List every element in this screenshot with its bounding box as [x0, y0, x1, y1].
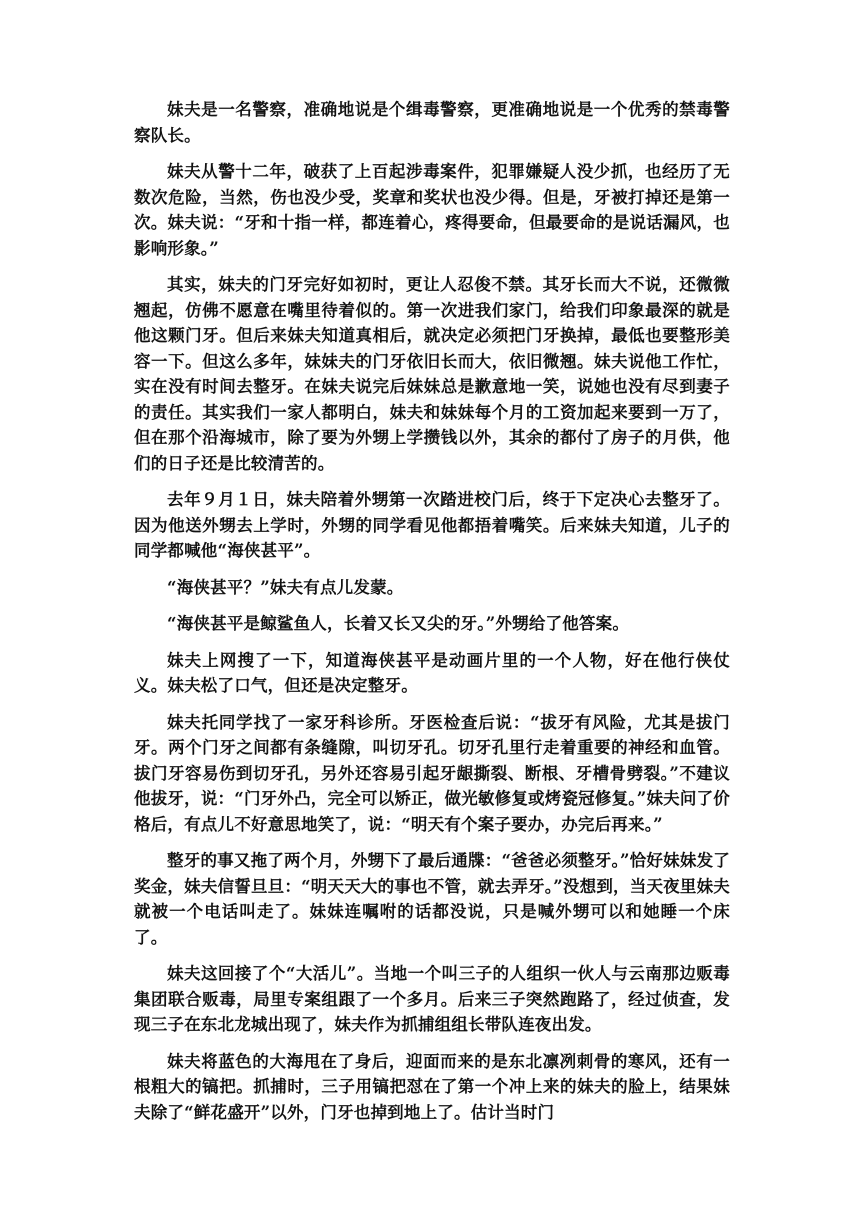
paragraph-1: 妹夫是一名警察，准确地说是个缉毒警察，更准确地说是一个优秀的禁毒警察队长。 — [134, 100, 730, 145]
paragraph-5: “海侠甚平？”妹夫有点儿发蒙。 — [167, 577, 404, 597]
paragraph-2: 妹夫从警十二年，破获了上百起涉毒案件，犯罪嫌疑人没少抓，也经历了无数次危险，当然，伤也没少受，奖章和奖状也没少得。但是，牙被打掉还是第一次。妹夫说：“牙和十指一样，都连着心，疼得要命，但最要命的是说话漏风，也影响形象。” — [134, 162, 730, 258]
paragraph-9: 整牙的事又拖了两个月，外甥下了最后通牒：“爸爸必须整牙。”恰好妹妹发了奖金，妹夫信誓旦旦：“明天天大的事也不管，就去弄牙。”没想到，当天夜里妹夫就被一个电话叫走了。妹妹连嘱咐的话都没说，只是喊外甥可以和她睡一个床了。 — [134, 851, 730, 947]
document-body — [134, 97, 730, 1136]
paragraph-7: 妹夫上网搜了一下，知道海侠甚平是动画片里的一个人物，好在他行侠仗义。妹夫松了口气，但还是决定整牙。 — [134, 650, 730, 695]
paragraph-11: 妹夫将蓝色的大海甩在了身后，迎面而来的是东北凛冽刺骨的寒风，还有一根粗大的镐把。抓捕时，三子用镐把怼在了第一个冲上来的妹夫的脸上，结果妹夫除了“鲜花盛开”以外，门牙也掉到地上了。估计当时门 — [134, 1051, 730, 1122]
paragraph-6: “海侠甚平是鲸鲨鱼人，长着又长又尖的牙。”外甥给了他答案。 — [167, 614, 630, 633]
paragraph-3: 其实，妹夫的门牙完好如初时，更让人忍俊不禁。其牙长而大不说，还微微翘起，仿佛不愿意在嘴里待着似的。第一次进我们家门，给我们印象最深的就是他这颗门牙。但后来妹夫知道真相后，就决定必须把门牙换掉，最低也要整形美容一下。但这么多年，妹妹夫的门牙依旧长而大，依旧微翘。妹夫说他工作忙，实在没有时间去整牙。在妹夫说完后妹妹总是歉意地一笑，说她也没有尽到妻子的责任。其实我们一家人都明白，妹夫和妹妹每个月的工资加起来要到一万了，但在那个沿海城市，除了要为外甥上学攒钱以外，其余的都付了房子的月供，他们的日子还是比较清苦的。 — [134, 275, 730, 473]
paragraph-10: 妹夫这回接了个“大活儿”。当地一个叫三子的人组织一伙人与云南那边贩毒集团联合贩毒，局里专案组跟了一个多月。后来三子突然跑路了，经过侦查，发现三子在东北龙城出现了，妹夫作为抓捕组组长带队连夜出发。 — [134, 964, 730, 1034]
paragraph-8: 妹夫托同学找了一家牙科诊所。牙医检查后说：“拔牙有风险，尤其是拔门牙。两个门牙之间都有条缝隙，叫切牙孔。切牙孔里行走着重要的神经和血管。拔门牙容易伤到切牙孔，另外还容易引起牙龈撕裂、断根、牙槽骨劈裂。”不建议他拔牙，说：“门牙外凸，完全可以矫正，做光敏修复或烤瓷冠修复。”妹夫问了价格后，有点儿不好意思地笑了，说：“明天有个案子要办，办完后再来。” — [134, 712, 730, 834]
paragraph-4: 去年９月１日，妹夫陪着外甥第一次踏进校门后，终于下定决心去整牙了。因为他送外甥去上学时，外甥的同学看见他都捂着嘴笑。后来妹夫知道，儿子的同学都喊他“海侠甚平”。 — [134, 490, 730, 560]
